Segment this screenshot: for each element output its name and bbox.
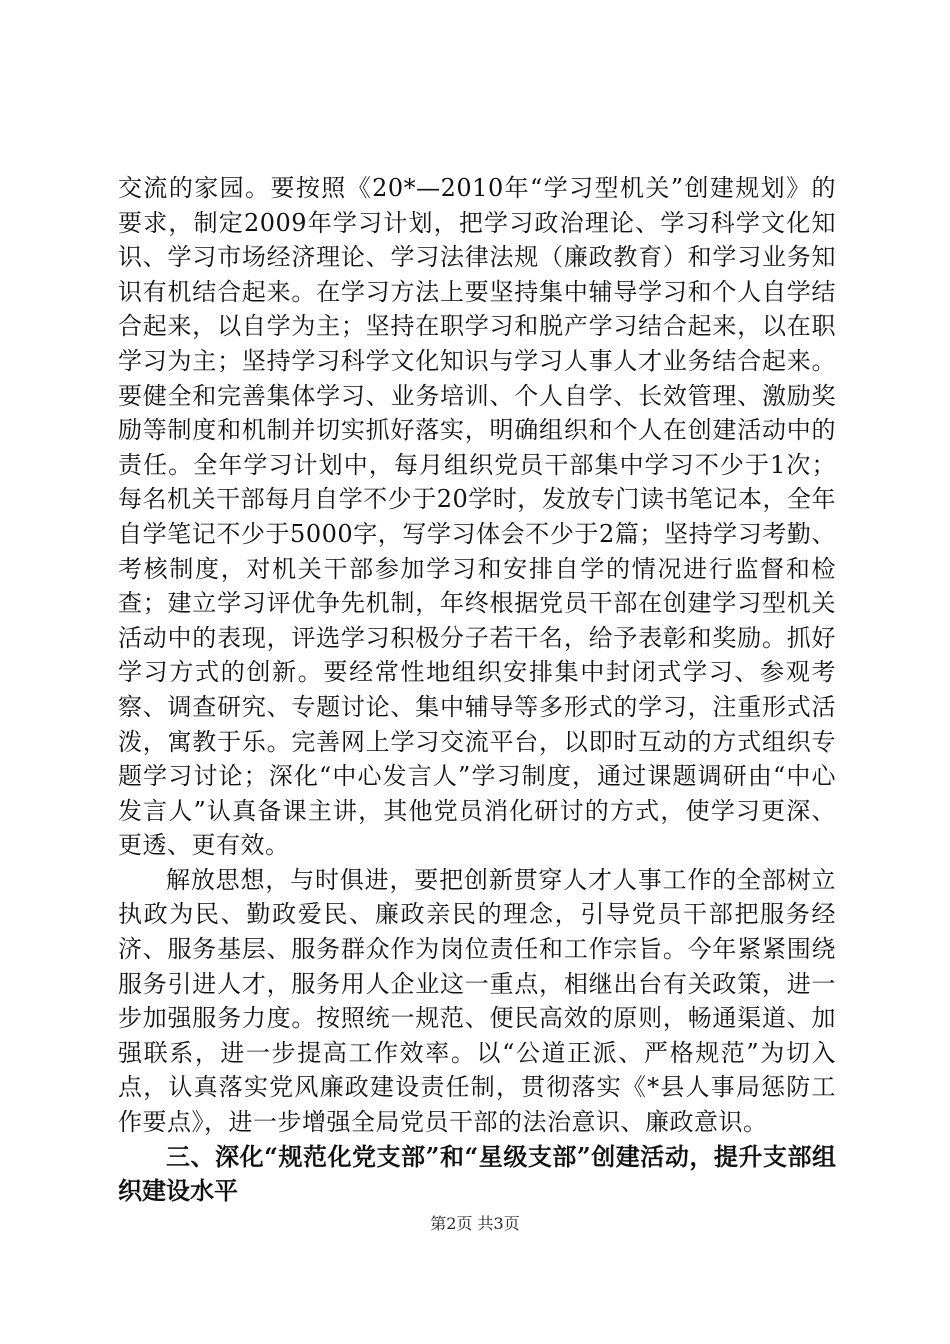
paragraph-learning-plan: 交流的家园。要按照《20*—2010年“学习型机关”创建规划》的要求，制定2009年学习计划，把学习政治理论、学习科学文化知识、学习市场经济理论、学习法律法规（廉政教育）和学习业务知识有机结合起来。在学习方法上要坚持集中辅导学习和个人自学结合起来，以自学为主；坚持在职学习和脱产学习结合起来，以在职学习为主；坚持学习科学文化知识与学习人事人才业务结合起来。要健全和完善集体学习、业务培训、个人自学、长效管理、激励奖励等制度和机制并切实抓好落实，明确组织和个人在创建活动中的责任。全年学习计划中，每月组织党员干部集中学习不少于1次；每名机关干部每月自学不少于20学时，发放专门读书笔记本，全年自学笔记不少于5000字，写学习体会不少于2篇；坚持学习考勤、考核制度，对机关干部参加学习和安排自学的情况进行监督和检查；建立学习评优争先机制，年终根据党员干部在创建学习型机关活动中的表现，评选学习积极分子若干名，给予表彰和奖励。抓好学习方式的创新。要经常性地组织安排集中封闭式学习、参观考察、调查研究、专题讨论、集中辅导等多形式的学习，注重形式活泼，寓教于乐。完善网上学习交流平台，以即时互动的方式组织专题学习讨论；深化“中心发言人”学习制度，通过课题调研由“中心发言人”认真备课主讲，其他党员消化研讨的方式，使学习更深、更透、更有效。 [118,174,836,860]
paragraph-emancipate-thinking: 解放思想，与时俱进，要把创新贯穿人才人事工作的全部树立执政为民、勤政爱民、廉政亲民的理念，引导党员干部把服务经济、服务基层、服务群众作为岗位责任和工作宗旨。今年紧紧围绕服务引进人才，服务用人企业这一重点，相继出台有关政策，进一步加强服务力度。按照统一规范、便民高效的原则，畅通渠道、加强联系，进一步提高工作效率。以“公道正派、严格规范”为切入点，认真落实党风廉政建设责任制，贯彻落实《*县人事局惩防工作要点》，进一步增强全局党员干部的法治意识、廉政意识。 [118,865,836,1137]
document-body [118,171,836,1209]
section-heading-three: 三、深化“规范化党支部”和“星级支部”创建活动，提升支部组织建设水平 [118,1141,836,1206]
page-footer: 第2页 共3页 [430,1214,520,1233]
